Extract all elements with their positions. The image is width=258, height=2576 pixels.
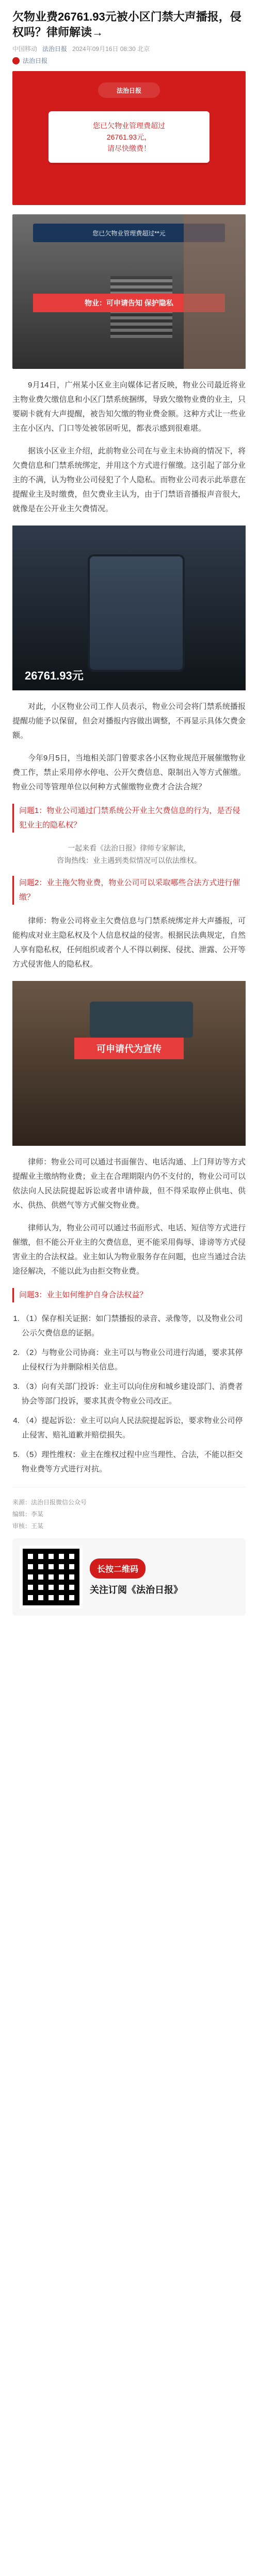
paragraph-3: 对此，小区物业公司工作人员表示，物业公司会将门禁系统播报提醒功能予以保留，但会对播报内容做出调整，不再显示具体欠费金额。 bbox=[12, 702, 246, 740]
footer-editor: 来源：法治日报微信公众号 bbox=[12, 1499, 87, 1506]
hero-quote-line1: 您已欠物业管理费超过 bbox=[93, 122, 165, 130]
answer-item: 5. （5）理性维权：业主在维权过程中应当理性、合法，不能以拒交物业费等方式进行对抗。 bbox=[22, 1448, 246, 1477]
hero-banner bbox=[12, 71, 246, 205]
answer-list bbox=[12, 1312, 246, 1477]
qr-card[interactable] bbox=[12, 1538, 246, 1616]
answer-item: 3. （3）向有关部门投诉：业主可以向住房和城乡建设部门、消费者协会等部门投诉，要求其责令物业公司改正。 bbox=[22, 1380, 246, 1409]
note-line2: 咨询热线：业主遇到类似情况可以依法维权。 bbox=[57, 856, 201, 865]
qr-code-icon[interactable] bbox=[20, 1546, 83, 1608]
hero-quote bbox=[49, 111, 209, 163]
hero-quote-line3: 请尽快缴费！ bbox=[107, 144, 151, 152]
photo-door-screen bbox=[12, 526, 246, 690]
qr-pill: 长按二维码 bbox=[90, 1558, 146, 1579]
article-meta bbox=[12, 44, 246, 53]
photo-gate-sign-text: 您已欠物业管理费超过**元 bbox=[33, 224, 225, 242]
source-badge[interactable] bbox=[12, 56, 246, 65]
qr-brand-name: 关注订阅《法治日报》 bbox=[90, 1584, 183, 1595]
door-screen bbox=[90, 556, 183, 670]
question-2: 问题2：业主拖欠物业费，物业公司可以采取哪些合法方式进行催缴？ bbox=[12, 876, 246, 905]
paragraph-4: 今年9月5日，当地相关部门曾要求各小区物业规范开展催缴物业费工作，禁止采用停水停电、公开欠费信息、限制出入等方式催缴。物业公司等管理单位以何种方式催缴物业费才合法合规？ bbox=[12, 754, 246, 791]
photo-banner bbox=[12, 981, 246, 1146]
answer-2: 律师：物业公司可以通过书面催告、电话沟通、上门拜访等方式提醒业主缴纳物业费；业主在合理期限内仍不支付的，物业公司可以依法向人民法院提起诉讼或者申请仲裁，但不得采取停止供电、供水、供热、供燃气等方式催交物业费。 bbox=[12, 1158, 246, 1210]
photo-gate-wall bbox=[184, 214, 246, 369]
answer-item: 2. （2）与物业公司协商：业主可以与物业公司进行沟通，要求其停止侵权行为并删除相关信息。 bbox=[22, 1346, 246, 1375]
paragraph-1: 9月14日，广州某小区业主向媒体记者反映，物业公司最近将业主物业费欠缴信息和小区门禁系统捆绑，导致欠缴物业费的业主，只要刷卡就有大声提醒，被告知欠缴的物业费金额。这种方式让一些业主在小区内、门口等处被邻居听见，都表示感到很难堪。 bbox=[12, 381, 246, 433]
article-title: 欠物业费26761.93元被小区门禁大声播报，侵权吗？律师解读→ bbox=[12, 10, 241, 39]
meta-source: 中国移动 bbox=[12, 45, 38, 53]
footer-writer: 编辑：李某 bbox=[12, 1511, 44, 1518]
answer-item: 1. （1）保存相关证据：如门禁播报的录音、录像等，以及物业公司公示欠费信息的证据。 bbox=[22, 1312, 246, 1341]
paragraph-2: 据该小区业主介绍，此前物业公司在与业主未协商的情况下，将欠费信息和门禁系统绑定，并用这个方式进行催缴。这引起了部分业主的不满，认为物业公司侵犯了个人隐私。而物业公司表示此举意在提醒业主及时缴费，但欠费业主认为，由于门禁语音播报声音很大，就像是在公开业主欠费情况。 bbox=[12, 447, 246, 513]
source-dot-icon bbox=[12, 57, 20, 64]
photo-gate-sign bbox=[12, 214, 246, 369]
note-line1: 一起来看《法治日报》律师专家解读， bbox=[68, 844, 190, 852]
qr-brand bbox=[90, 1558, 238, 1596]
hero-quote-line2: 26761.93元， bbox=[106, 133, 152, 141]
answer-item: 4. （4）提起诉讼：业主可以向人民法院提起诉讼，要求物业公司停止侵害、赔礼道歉并赔偿损失。 bbox=[22, 1414, 246, 1443]
paragraph-5: 律师认为，物业公司可以通过书面形式、电话、短信等方式进行催缴，但不能公开业主的欠费信息，更不能采用侮辱、诽谤等方式侵害业主的合法权益。业主如认为物业服务存在问题，也应当通过合法途径解决，不能以此为由拒交物业费。 bbox=[12, 1224, 246, 1276]
source-badge-text: 法治日报 bbox=[23, 57, 48, 64]
article-footer bbox=[12, 1487, 246, 1530]
question-3: 问题3：业主如何维护自身合法权益？ bbox=[12, 1288, 246, 1302]
photo-gate-caption: 物业：可申请告知 保护隐私 bbox=[33, 294, 225, 312]
meta-account-link[interactable]: 法治日报 bbox=[42, 45, 68, 53]
footer-review: 审核：王某 bbox=[12, 1522, 44, 1530]
photo-banner-meter bbox=[90, 1002, 193, 1038]
answer-1: 律师：物业公司将业主欠费信息与门禁系统绑定并大声播报，可能构成对业主隐私权及个人信息权益的侵害。根据民法典规定，自然人享有隐私权，任何组织或者个人不得以刺探、侵扰、泄露、公开等方式侵害他人的隐私权。 bbox=[12, 917, 246, 969]
note-block bbox=[12, 842, 246, 867]
meta-time: 2024年09月16日 08:30 北京 bbox=[72, 45, 150, 53]
question-1: 问题1：物业公司通过门禁系统公开业主欠费信息的行为，是否侵犯业主的隐私权？ bbox=[12, 804, 246, 833]
hero-logo: 法治日报 bbox=[98, 82, 160, 98]
door-screen-amount: 26761.93元 bbox=[25, 669, 84, 682]
article-page bbox=[0, 9, 258, 1616]
photo-banner-text: 可申请代为宣传 bbox=[74, 1038, 184, 1059]
